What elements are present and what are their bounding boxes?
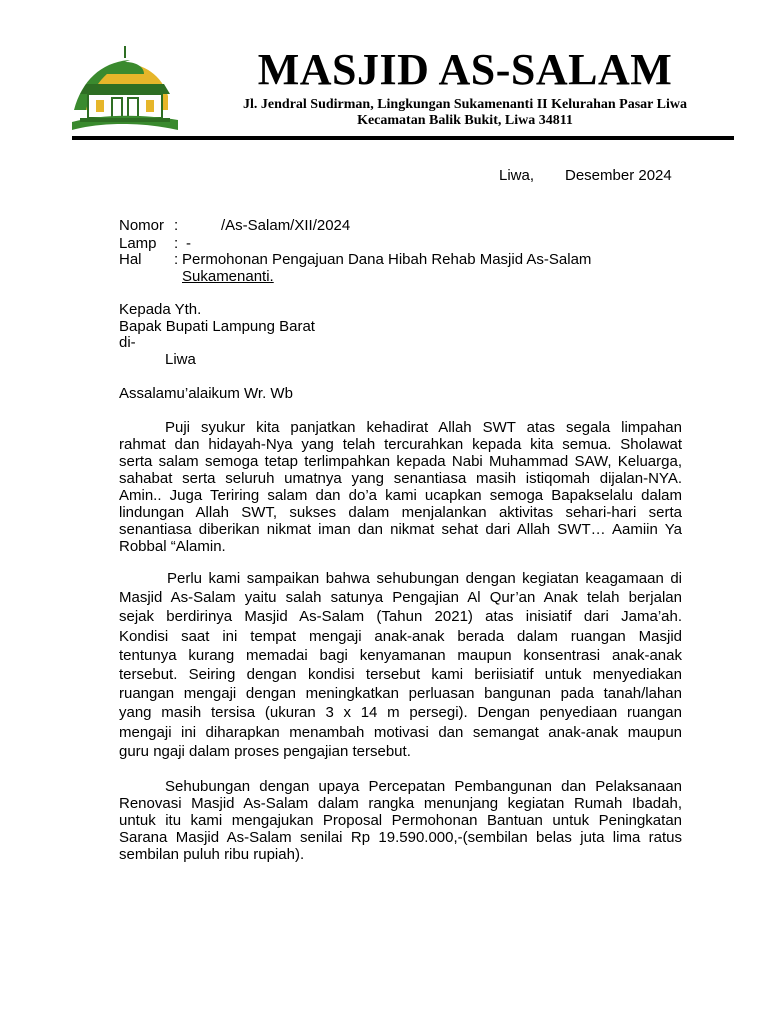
nomor-label: Nomor xyxy=(119,217,165,234)
paragraph-1-line: senantiasa diberikan nikmat iman dan nikmat sehat dari Allah SWT… Aamiin Ya xyxy=(119,521,682,538)
letterhead-address-line2: Kecamatan Balik Bukit, Liwa 34811 xyxy=(357,113,573,128)
paragraph-3 xyxy=(119,778,682,863)
recipient-line2: Bapak Bupati Lampung Barat xyxy=(119,318,315,335)
paragraph-1-line: Puji syukur kita panjatkan kehadirat Allah SWT atas segala limpahan xyxy=(165,419,682,436)
lamp-value: - xyxy=(186,235,191,252)
paragraph-2-line: tentunya kurang memadai bagi kenyamanan maupun konsentrasi anak-anak xyxy=(119,646,682,664)
paragraph-2-line: yang masih tersisa (ukuran 3 x 14 m persegi). Dengan penyediaan ruangan xyxy=(119,704,682,722)
paragraph-3-line: sembilan puluh ribu rupiah). xyxy=(119,846,305,863)
paragraph-2 xyxy=(119,569,682,761)
mosque-logo-icon xyxy=(72,40,178,130)
nomor-separator: : xyxy=(174,217,179,234)
letterhead-address-line1: Jl. Jendral Sudirman, Lingkungan Sukamenanti II Kelurahan Pasar Liwa xyxy=(243,97,687,112)
lamp-separator: : xyxy=(174,235,179,252)
paragraph-2-line: sejak berdirinya Masjid As-Salam (Tahun 2021) atas inisiatif dari Jama’ah. xyxy=(119,608,682,626)
recipient-line1: Kepada Yth. xyxy=(119,301,202,318)
paragraph-2-line: Masjid As-Salam yaitu salah satunya Pengajian Al Qur’an Anak telah berjalan xyxy=(119,589,682,607)
paragraph-3-line: Sarana Masjid As-Salam senilai Rp 19.590.000,-(sembilan belas juta lima ratus xyxy=(119,829,682,846)
recipient-line4: Liwa xyxy=(165,351,196,368)
paragraph-3-line: Sehubungan dengan upaya Percepatan Pembangunan dan Pelaksanaan xyxy=(165,778,682,795)
paragraph-2-line: ruangan mengaji dengan meningkatkan perluasan bangunan pada tanah/lahan xyxy=(119,685,682,703)
greeting: Assalamu’alaikum Wr. Wb xyxy=(119,385,293,402)
paragraph-3-line: untuk itu kami mengajukan Proposal Permohonan Bantuan untuk Peningkatan xyxy=(119,812,682,829)
paragraph-2-line: Kondisi saat ini tempat mengaji anak-anak berada dalam ruangan Masjid xyxy=(119,627,682,645)
paragraph-1-line: Robbal “Alamin. xyxy=(119,538,226,555)
hal-value-line2: Sukamenanti. xyxy=(182,268,274,285)
paragraph-1-line: serta salam semoga tetap terlimpahkan kepada Nabi Muhammad SAW, Keluarga, xyxy=(119,453,682,470)
date: Desember 2024 xyxy=(565,167,672,184)
lamp-label: Lamp xyxy=(119,235,157,252)
paragraph-2-line: guru ngaji dalam proses pengajian tersebut. xyxy=(119,742,411,760)
nomor-value: /As-Salam/XII/2024 xyxy=(221,217,351,234)
hal-separator: : xyxy=(174,251,179,268)
place: Liwa, xyxy=(499,167,535,184)
paragraph-1 xyxy=(119,419,682,555)
paragraph-2-line: Perlu kami sampaikan bahwa sehubungan dengan kegiatan keagamaan di xyxy=(167,570,682,587)
hal-value-line1: Permohonan Pengajuan Dana Hibah Rehab Masjid As-Salam xyxy=(182,251,592,268)
paragraph-1-line: sahabat serta seluruh umatnya yang senantiasa masih istiqomah dijalan-NYA. xyxy=(119,470,682,487)
paragraph-1-line: Amin.. Juga Teriring salam dan do’a kami ucapkan semoga Bapakselalu dalam xyxy=(119,487,682,504)
paragraph-2-line: tersebut. Seiring dengan kondisi tersebut kami beriisiatif untuk menyediakan xyxy=(119,666,682,684)
recipient-line3: di- xyxy=(119,334,136,351)
hal-label: Hal xyxy=(119,251,142,268)
paragraph-3-line: Renovasi Masjid As-Salam dalam rangka menunjang kegiatan Rumah Ibadah, xyxy=(119,795,682,812)
paragraph-1-line: rahmat dan hidayah-Nya yang telah tercurahkan kepada kita semua. Sholawat xyxy=(119,436,682,453)
letterhead-title: MASJID AS-SALAM xyxy=(257,45,673,94)
letterhead-divider xyxy=(72,136,734,140)
paragraph-2-line: mengaji ini diharapkan menambah motivasi dan semangat anak-anak maupun xyxy=(119,723,682,741)
paragraph-1-line: lindungan Allah SWT, sukses dalam menjalankan aktivitas sehari-hari serta xyxy=(119,504,682,521)
